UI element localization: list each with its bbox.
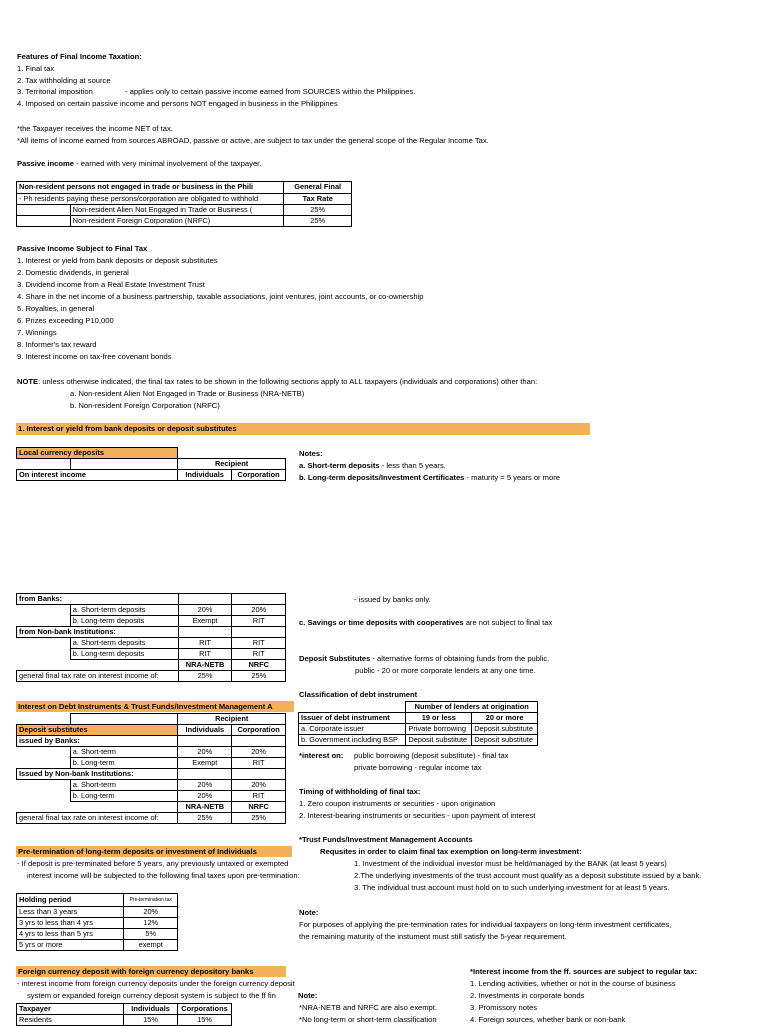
interest-on-line: public borrowing (deposit substitute) - final tax — [354, 751, 509, 760]
deposit-subs-line: public - 20 or more corporate lenders at any one time. — [355, 666, 536, 675]
passive-list-title: Passive Income Subject to Final Tax — [17, 244, 148, 253]
table-row-header: from Banks: — [17, 594, 179, 605]
timing-item: 2. Interest-bearing instruments or securities - upon payment of interest — [299, 811, 536, 820]
list-item: 7. Winnings — [17, 328, 57, 337]
regular-tax-item: 1. Lending activities, whether or not in the course of business — [470, 979, 676, 988]
note-pre-line: For purposes of applying the pre-termination rates for individual taxpayers on long-term investment certificates, — [299, 920, 672, 929]
table-cell: a. Short-term deposits — [70, 638, 178, 649]
trust-item: 2.The underlying investments of the trust account must qualify as a deposit substitute issued by a bank. — [354, 871, 702, 880]
table-header: Non-resident persons not engaged in trade or business in the Phili — [17, 182, 284, 194]
table-cell: 25% — [284, 216, 352, 227]
regular-tax-item: 2. Investments in corporate bonds — [470, 991, 585, 1000]
feature-item: 4. Imposed on certain passive income and persons NOT engaged in business in the Philippines — [17, 99, 338, 108]
general-final-tax-table — [16, 181, 352, 227]
list-item: 8. Informer's tax reward — [17, 340, 97, 349]
holding-period-table: Holding period Pre-termination tax Less than 3 years 20% 3 yrs to less than 4 yrs 12% 4 yrs to less than 5 yrs 5% 5 yrs or more exempt — [16, 893, 178, 951]
classification-title: Classification of debt instrument — [299, 690, 418, 699]
note-line: a. Short-term deposits - less than 5 years. — [299, 461, 446, 470]
timing-item: 1. Zero coupon instruments or securities - upon origination — [299, 799, 496, 808]
top-note: *All items of income earned from sources ABROAD, passive or active, are subject to tax under the general scope of the Regular Income Tax. — [17, 136, 489, 145]
table-cell: a. Short-term deposits — [70, 605, 178, 616]
note-pre-line: the remaining maturity of the instument must still satisfy the 5-year requirement. — [299, 932, 567, 941]
table-header: Individuals — [178, 470, 232, 481]
banks-only-note: - issued by banks only. — [354, 595, 431, 604]
section-title: 1. Interest or yield from bank deposits or deposit substitutes — [18, 424, 237, 433]
notes-title: Notes: — [299, 449, 323, 458]
list-item: 2. Domestic dividends, in general — [17, 268, 129, 277]
table-title: Local currency deposits — [17, 448, 178, 459]
pretermination-line: interest income will be subjected to the following final taxes upon pre-termination: — [27, 871, 300, 880]
foreign-currency-table: Taxpayer Individuals Corporations Residents 15% 15% — [16, 1003, 232, 1026]
foreign-note: *No long-term or short-term classification — [299, 1015, 437, 1024]
local-deposits-table — [16, 447, 286, 481]
debt-instruments-table: Recipient Deposit substitutes Individuals Corporation issued by Banks: a. Short-term 20% 20% b. Long-term Exempt RIT Issued by Non-bank Institutions: a. Short-term 20% 20% b. Long-term 20% RIT NRA-NETB NRFC general final tax rate on interest income of: 25% 25% — [16, 713, 286, 824]
interest-on-label: *interest on: — [299, 751, 344, 760]
list-item: 1. Interest or yield from bank deposits or deposit substitutes — [17, 256, 218, 265]
timing-title: Timing of withholding of final tax: — [299, 787, 421, 796]
deposit-rates-table: from Banks: a. Short-term deposits 20% 20% b. Long-term deposits Exempt RIT from Non-bank Institutions: a. Short-term deposits RIT RIT b. Long-term deposits RIT RIT NRA-NETB NRFC general final tax rate on interest income of: 25% 25% — [16, 593, 286, 682]
table-header: On interest income — [17, 470, 178, 481]
table-cell: b. Long-term deposits — [70, 616, 178, 627]
note-exception: a. Non-resident Alien Not Engaged in Trade or Business (NRA-NETB) — [70, 389, 305, 398]
regular-tax-item: 3. Promissory notes — [470, 1003, 538, 1012]
classification-table: Number of lenders at origination Issuer of debt instrument 19 or less 20 or more a. Corporate issuer Private borrowing Deposit substitute b. Government including BSP Deposit substitute Deposit substitute — [298, 701, 538, 746]
feature-item: 1. Final tax — [17, 64, 55, 73]
table-cell: Non-resident Foreign Corporation (NRFC) — [70, 216, 284, 227]
table-header: Recipient — [178, 459, 286, 470]
note-line: b. Long-term deposits/Investment Certificates - maturity = 5 years or more — [299, 473, 560, 482]
trust-item: 1. Investment of the individual investor must be held/managed by the BANK (at least 5 years) — [354, 859, 667, 868]
top-note: *the Taxpayer receives the income NET of tax. — [17, 124, 173, 133]
table-cell: - Ph residents paying these persons/corporation are obligated to withhold — [17, 194, 284, 205]
list-item: 4. Share in the net income of a business partnership, taxable associations, joint ventures, joint accounts, or co-ownership — [17, 292, 424, 301]
pretermination-line: - If deposit is pre-terminated before 5 years, any previously untaxed or exempted — [17, 859, 289, 868]
table-cell: Non-resident Alien Not Engaged in Trade or Business ( — [70, 205, 284, 216]
list-item: 5. Royalties, in general — [17, 304, 95, 313]
table-row-header: from Non-bank Institutions: — [17, 627, 179, 638]
list-item: 9. Interest income on tax-free covenant bonds — [17, 352, 172, 361]
savings-note: c. Savings or time deposits with cooperatives are not subject to final tax — [299, 618, 553, 627]
foreign-title: Foreign currency deposit with foreign currency depository banks — [18, 967, 254, 976]
trust-title: *Trust Funds/Investment Management Accounts — [299, 835, 473, 844]
debt-table-title: Interest on Debt Instruments & Trust Funds/Investment Management A — [18, 702, 273, 711]
foreign-line: system or expanded foreign currency deposit system is subject to the ff fin — [27, 991, 276, 1000]
list-item: 6. Prizes exceeding P10,000 — [17, 316, 114, 325]
trust-item: 3. The individual trust account must hold on to such underlying investment for at least 5 years. — [354, 883, 670, 892]
foreign-note: *NRA-NETB and NRFC are also exempt. — [299, 1003, 437, 1012]
note-paragraph: NOTE: unless otherwise indicated, the final tax rates to be shown in the following sections apply to ALL taxpayers (individuals and corporations) other than: — [17, 377, 538, 386]
note-exception: b. Non-resident Foreign Corporation (NRFC) — [70, 401, 220, 410]
deposit-subs-def: Deposit Substitutes - alternative forms of obtaining funds from the public. — [299, 654, 550, 663]
table-cell: b. Long-term deposits — [70, 649, 178, 660]
foreign-line: - interest income from foreign currency deposits under the foreign currency deposit — [17, 979, 295, 988]
table-cell: general final tax rate on interest income of: — [17, 671, 179, 682]
list-item: 3. Dividend income from a Real Estate Investment Trust — [17, 280, 205, 289]
feature-item: 3. Territorial imposition — [17, 87, 93, 96]
feature-item: 2. Tax withholding at source — [17, 76, 111, 85]
table-cell: 25% — [284, 205, 352, 216]
table-header: Corporation — [232, 470, 286, 481]
regular-tax-title: *Interest income from the ff. sources are subject to regular tax: — [470, 967, 698, 976]
note-pre-title: Note: — [299, 908, 319, 917]
feature-note: - applies only to certain passive income earned from SOURCES within the Philippines. — [125, 87, 416, 96]
interest-on-line: private borrowing - regular income tax — [354, 763, 482, 772]
pretermination-title: Pre-termination of long-term deposits or investment of Individuals — [18, 847, 257, 856]
regular-tax-item: 4. Foreign sources, whether bank or non-bank — [470, 1015, 626, 1024]
features-title: Features of Final Income Taxation: — [17, 52, 142, 61]
passive-definition: Passive income - earned with very minimal involvement of the taxpayer. — [17, 159, 262, 168]
trust-subtitle: Requsites in order to claim final tax exemption on long-term investment: — [320, 847, 582, 856]
foreign-note-title: Note: — [298, 991, 318, 1000]
table-header: Tax Rate — [284, 194, 352, 205]
table-header: General Final — [284, 182, 352, 194]
